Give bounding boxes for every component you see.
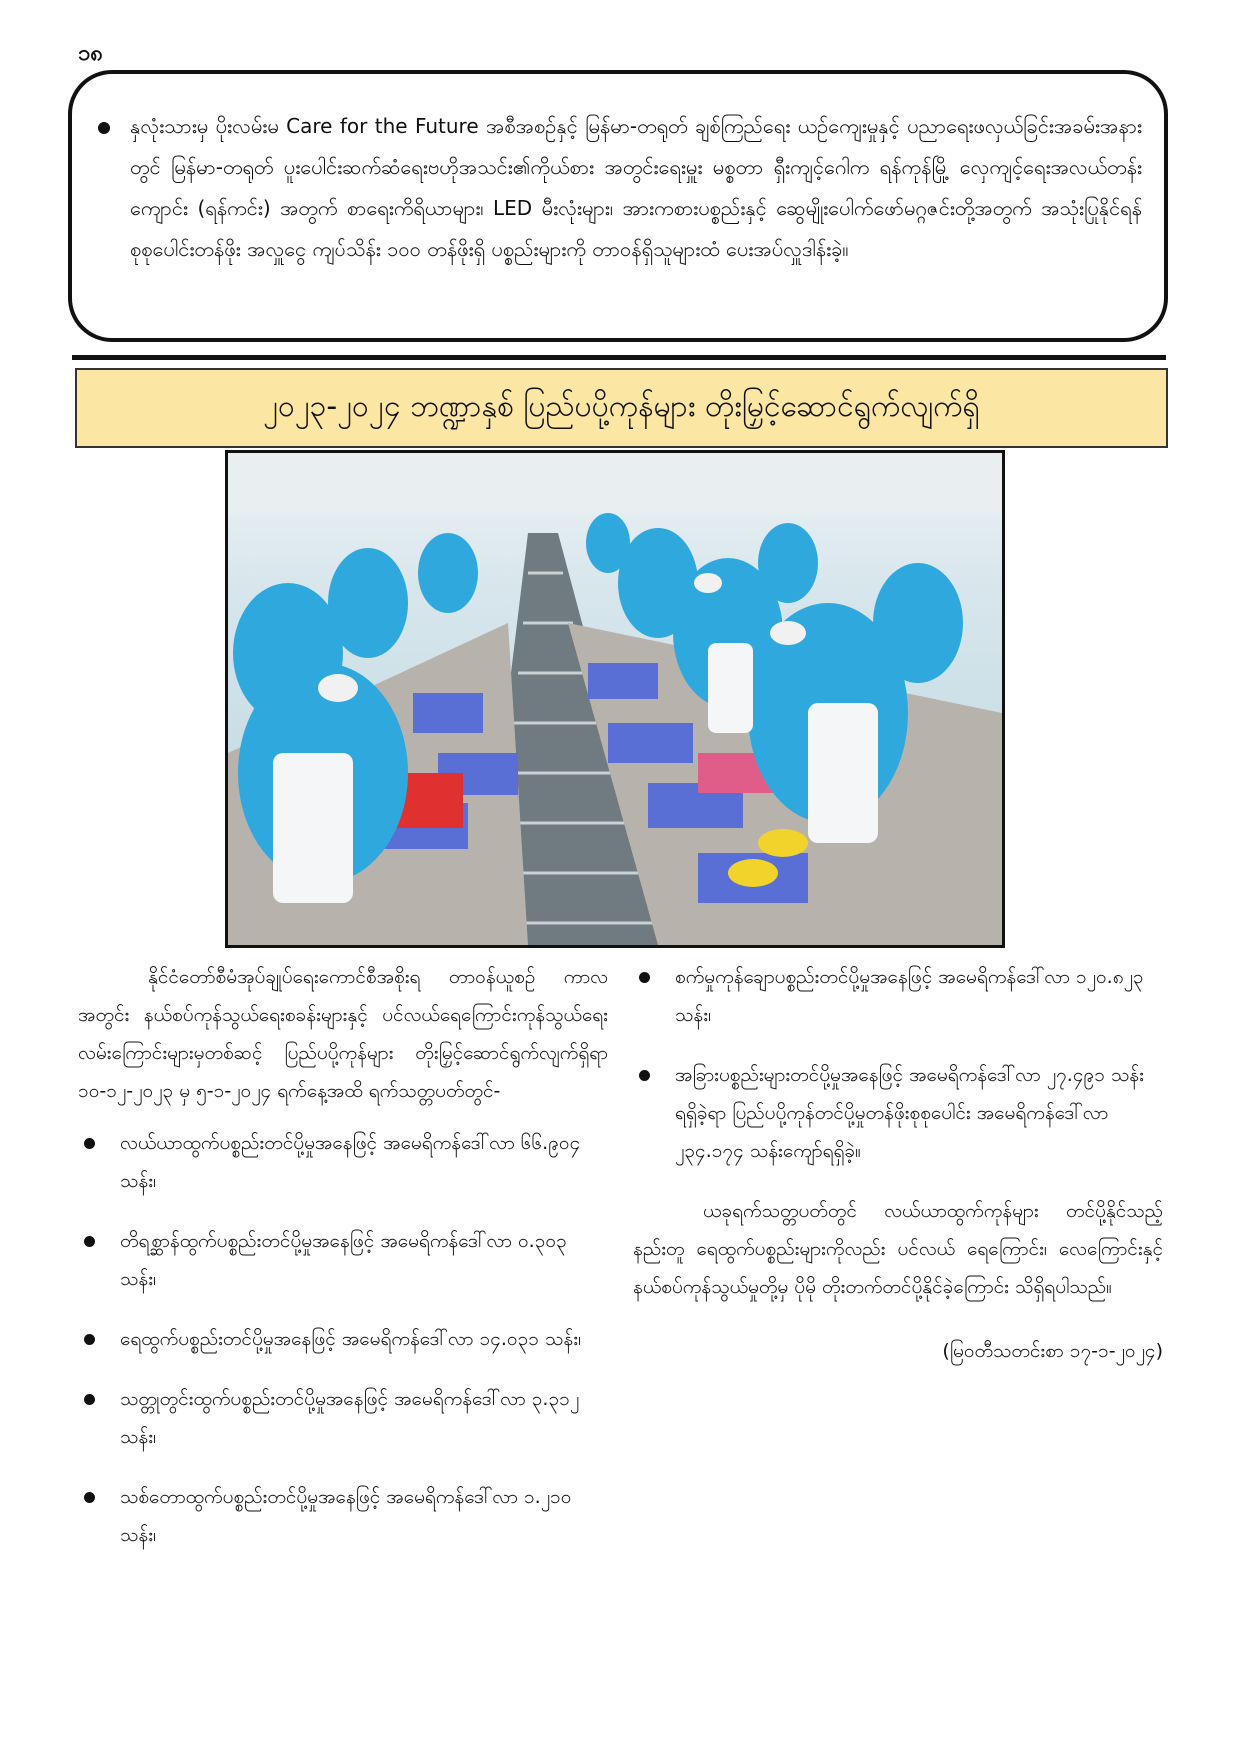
list-item-text: သစ်တောထွက်ပစ္စည်းတင်ပို့မှုအနေဖြင့် အမေရိကန်ဒေါ်လာ ၁.၂၁၀ သန်း၊ [120,1486,572,1546]
article-source: (မြဝတီသတင်းစာ ၁၇-၁-၂၀၂၄) [942,1340,1163,1362]
list-item-text: ရေထွက်ပစ္စည်းတင်ပို့မှုအနေဖြင့် အမေရိကန်ဒေါ်လာ ၁၄.၀၃၁ သန်း၊ [120,1328,582,1350]
headline-text: ၂၀၂၃-၂၀၂၄ ဘဏ္ဍာနှစ် ပြည်ပပို့ကုန်များ တိုးမြှင့်ဆောင်ရွက်လျက်ရှိ [263,388,980,424]
bullet-dot-icon [84,1492,95,1503]
list-item-text: လယ်ယာထွက်ပစ္စည်းတင်ပို့မှုအနေဖြင့် အမေရိကန်ဒေါ်လာ ၆၆.၉၀၄ သန်း၊ [120,1132,581,1192]
list-item-text: အခြားပစ္စည်းများတင်ပို့မှုအနေဖြင့် အမေရိကန်ဒေါ်လာ ၂၇.၄၉၁ သန်း ရရှိခဲ့ရာ ပြည်ပပို့ကုန်တင်ပို့မှုတန်ဖိုးစုစုပေါင်း အမေရိကန်ဒေါ်လာ ၂၃၄.၁၇၄ သန်းကျော်ရရှိခဲ့။ [675,1064,1144,1162]
list-item-text: သတ္တုတွင်းထွက်ပစ္စည်းတင်ပို့မှုအနေဖြင့် အမေရိကန်ဒေါ်လာ ၃.၃၁၂ သန်း၊ [120,1388,580,1448]
list-item [633,958,1163,1034]
bullet-dot-icon [84,1138,95,1149]
list-item [78,1478,608,1554]
list-item [78,1222,608,1298]
bullet-dot-icon [98,122,110,134]
article-closing: ယခုရက်သတ္တပတ်တွင် လယ်ယာထွက်ကုန်များ တင်ပို့နိုင်သည့်နည်းတူ ရေထွက်ပစ္စည်းများကိုလည်း ပင်လယ် ရေကြောင်း၊ လေကြောင်းနှင့် နယ်စပ်ကုန်သွယ်မှုတို့မှ ပိုမို တိုးတက်တင်ပို့နိုင်ခဲ့ကြောင်း သိရှိရပါသည်။ [633,1200,1163,1298]
factory-photo [225,450,1005,948]
bullet-dot-icon [84,1334,95,1345]
factory-photo-illustration [228,453,1002,945]
list-item-text: တိရစ္ဆာန်ထွက်ပစ္စည်းတင်ပို့မှုအနေဖြင့် အမေရိကန်ဒေါ်လာ ၀.၃၀၃ သန်း၊ [120,1230,567,1290]
section-divider [72,355,1166,360]
bullet-dot-icon [84,1394,95,1405]
headline-banner [75,368,1168,448]
bullet-dot-icon [639,972,650,983]
list-item [78,1320,608,1358]
list-item [78,1380,608,1456]
list-item [633,1056,1163,1170]
list-item-text: စက်မှုကုန်ချောပစ္စည်းတင်ပို့မှုအနေဖြင့် အမေရိကန်ဒေါ်လာ ၁၂၀.၈၂၃ သန်း၊ [675,966,1144,1026]
article-right-column [633,958,1163,1370]
announcement-text: နှလုံးသားမှ ပိုးလမ်းမ Care for the Future အစီအစဉ်နှင့် မြန်မာ-တရုတ် ချစ်ကြည်ရေး ယဉ်ကျေးမှုနှင့် ပညာရေးဖလှယ်ခြင်းအခမ်းအနားတွင် မြန်မာ-တရုတ် ပူးပေါင်းဆက်ဆံရေးဗဟိုအသင်း၏ကိုယ်စား အတွင်းရေးမှူး မစ္စတာ ရှီးကျင့်ဂေါက ရန်ကုန်မြို့ လှေကျင့်ရေးအလယ်တန်းကျောင်း (ရန်ကင်း) အတွက် စာရေးကိရိယာများ၊ LED မီးလုံးများ၊ အားကစားပစ္စည်းနှင့် ဆွေမျိုးပေါက်ဖော်မဂ္ဂဇင်းတို့အတွက် အသုံးပြုနိုင်ရန် စုစုပေါင်းတန်ဖိုး အလှူငွေ ကျပ်သိန်း ၁၀၀ တန်ဖိုးရှိ ပစ္စည်းများကို တာဝန်ရှိသူများထံ ပေးအပ်လှူဒါန်းခဲ့။ [130,114,1142,261]
list-item [78,1124,608,1200]
article-intro: နိုင်ငံတော်စီမံအုပ်ချုပ်ရေးကောင်စီအစိုးရ တာဝန်ယူစဉ် ကာလအတွင်း နယ်စပ်ကုန်သွယ်ရေးစခန်းများနှင့် ပင်လယ်ရေကြောင်းကုန်သွယ်ရေးလမ်းကြောင်းများမှတစ်ဆင့် ပြည်ပပို့ကုန်များ တိုးမြှင့်ဆောင်ရွက်လျက်ရှိရာ ၁၀-၁၂-၂၀၂၃ မှ ၅-၁-၂၀၂၄ ရက်နေ့အထိ ရက်သတ္တပတ်တွင်- [78,966,608,1102]
announcement-box [68,70,1168,342]
page-number: ၁၈ [78,41,103,66]
bullet-dot-icon [639,1070,650,1081]
bullet-dot-icon [84,1236,95,1247]
article-left-column [78,958,608,1576]
